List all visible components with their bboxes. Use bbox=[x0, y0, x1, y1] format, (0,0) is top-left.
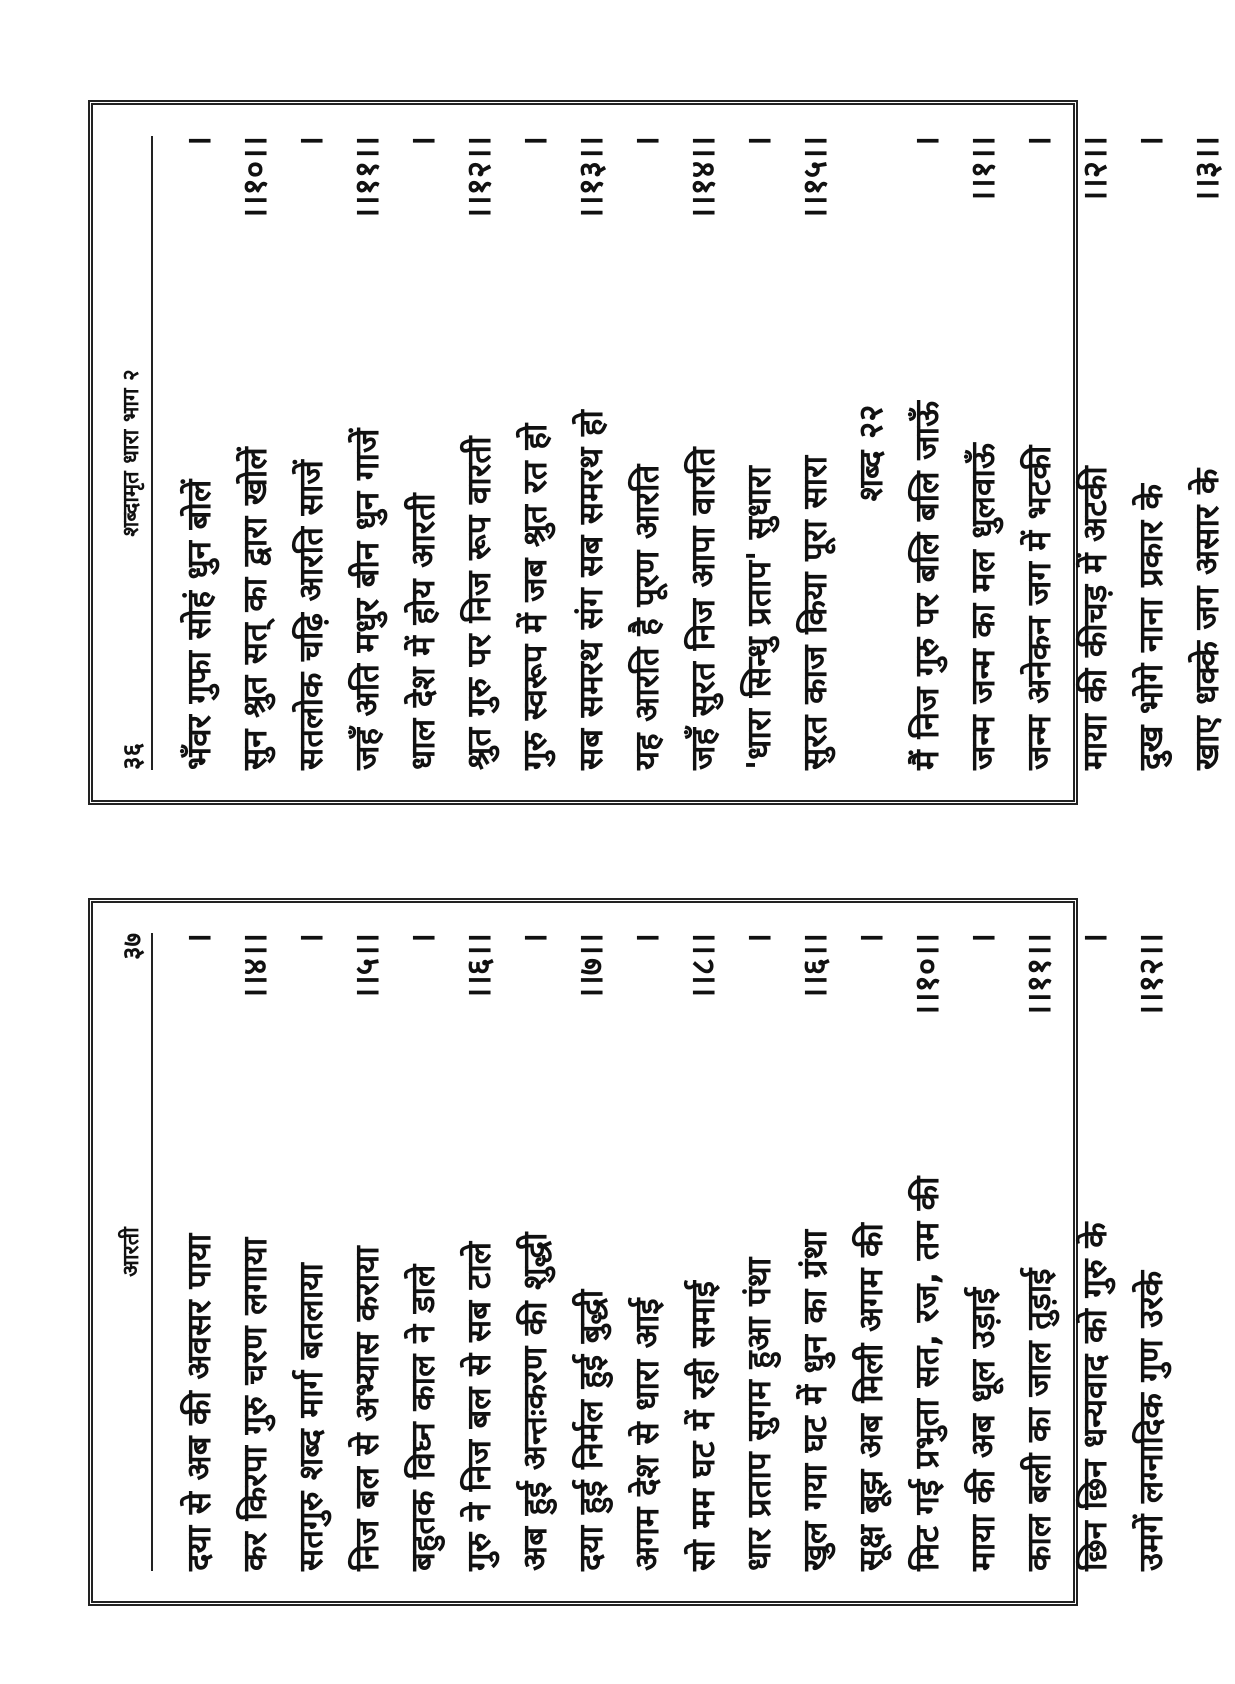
verse-end: ।।६।। bbox=[459, 933, 498, 1001]
top-page bbox=[88, 100, 1226, 805]
verse-end: ।।१।। bbox=[963, 135, 1002, 203]
verse-line bbox=[563, 933, 619, 1571]
verse-line bbox=[339, 136, 395, 770]
verse-end: । bbox=[1019, 135, 1058, 149]
verse-end: । bbox=[739, 933, 778, 946]
verse-line bbox=[899, 933, 955, 1571]
verse-text: जन्म जन्म का मल धुलवाऊँ bbox=[963, 442, 1002, 770]
verse-end: ।।१५।। bbox=[795, 135, 834, 220]
verse-end: ।।११।। bbox=[347, 135, 386, 220]
verse-line bbox=[171, 136, 227, 770]
verse-end: । bbox=[515, 933, 554, 946]
verse-text: सतलोक चढ़ि आरति साजें bbox=[291, 459, 330, 770]
verse-line bbox=[675, 933, 731, 1571]
verse-text: श्रुत गुरु पर निज रूप वारती bbox=[459, 435, 498, 770]
verse-line bbox=[619, 136, 675, 770]
verse-text: खाए धक्के जग असार के bbox=[1187, 468, 1226, 770]
verse-end: ।।१२।। bbox=[459, 135, 498, 220]
verse-text: माया की कीचड़ में अटकी bbox=[1075, 465, 1114, 770]
verse-line bbox=[1067, 933, 1123, 1571]
verse-line bbox=[787, 136, 843, 770]
verse-end: । bbox=[627, 135, 666, 149]
verse-line bbox=[1179, 136, 1235, 770]
verse-line bbox=[955, 136, 1011, 770]
verse-end: ।।११।। bbox=[1019, 933, 1058, 1018]
verse-line bbox=[283, 136, 339, 770]
bottom-page-sheet bbox=[95, 905, 1170, 1599]
top-page-title: शब्दामृत धारा भाग २ bbox=[119, 368, 144, 537]
verse-end: ।।४।। bbox=[235, 933, 274, 1001]
verse-text: दया से अब की अवसर पाया bbox=[179, 1233, 218, 1571]
verse-line bbox=[507, 933, 563, 1571]
top-page-number: ३६ bbox=[118, 742, 148, 770]
top-page-header bbox=[105, 136, 153, 770]
verse-text: धाल देश में होय आरती bbox=[403, 492, 442, 770]
verse-line bbox=[507, 136, 563, 770]
verse-line bbox=[1011, 933, 1067, 1571]
verse-text: 'धारा सिन्धु प्रताप' सुधारा bbox=[739, 465, 778, 770]
section-heading-text: शब्द २२ bbox=[851, 404, 890, 501]
verse-line bbox=[787, 933, 843, 1571]
verse-text: जहँ अति मधुर बीन धुन गाजें bbox=[347, 428, 386, 770]
verse-end: ।।६।। bbox=[795, 933, 834, 1001]
verse-end: । bbox=[515, 135, 554, 149]
verse-end: । bbox=[179, 933, 218, 946]
verse-line bbox=[899, 136, 955, 770]
verse-end: ।।७।। bbox=[571, 933, 610, 1001]
top-page-verses bbox=[171, 136, 1235, 770]
verse-text: धार प्रताप सुगम हुआ पंथा bbox=[739, 1257, 778, 1571]
verse-end: । bbox=[291, 933, 330, 946]
verse-text: अगम देश से धारा आई bbox=[627, 1298, 666, 1571]
verse-line bbox=[283, 933, 339, 1571]
verse-end: । bbox=[739, 135, 778, 149]
verse-line bbox=[731, 136, 787, 770]
verse-text: खुल गया घट में धुन का ग्रंथा bbox=[795, 1229, 834, 1571]
verse-line bbox=[1123, 136, 1179, 770]
verse-line bbox=[395, 933, 451, 1571]
verse-line bbox=[395, 136, 451, 770]
verse-text: अब हुई अन्तःकरण की शुद्धी bbox=[515, 1232, 554, 1571]
verse-text: मैं निज गुरु पर बलि बलि जाऊँ bbox=[907, 400, 946, 770]
verse-end: ।।२।। bbox=[1075, 135, 1114, 203]
bottom-page-number: ३७ bbox=[118, 933, 148, 961]
verse-end: ।।१०।। bbox=[235, 135, 274, 220]
verse-line bbox=[1011, 136, 1067, 770]
verse-text: उमगें लग्नादिक गुण उरके bbox=[1131, 1270, 1170, 1571]
verse-line bbox=[563, 136, 619, 770]
verse-line bbox=[955, 933, 1011, 1571]
verse-end: । bbox=[403, 933, 442, 946]
verse-text: जन्म अनेकन जग में भटकी bbox=[1019, 445, 1058, 770]
verse-text: काल बली का जाल तुड़ाई bbox=[1019, 1268, 1058, 1571]
verse-text: भँवर गुफा सोहं धुन बोलें bbox=[179, 479, 218, 770]
verse-end: । bbox=[1075, 933, 1114, 946]
verse-line bbox=[451, 933, 507, 1571]
verse-text: गुरु स्वरूप में जब श्रुत रत हो bbox=[515, 423, 554, 770]
verse-text: सुन श्रुत सत् का द्वारा खोलें bbox=[235, 446, 274, 770]
verse-text: निज बल से अभ्यास कराया bbox=[347, 1246, 386, 1571]
verse-text: जहँ सुरत निज आपा वारति bbox=[683, 446, 722, 770]
verse-text: बहुतक विघ्न काल ने डाले bbox=[403, 1264, 442, 1571]
verse-line bbox=[1123, 933, 1179, 1571]
verse-end: । bbox=[627, 933, 666, 946]
verse-text: दया हुई निर्मल हुई बुद्धी bbox=[571, 1289, 610, 1571]
verse-text: गुरु ने निज बल से सब टाले bbox=[459, 1241, 498, 1571]
verse-text: छिन छिन धन्यवाद को गुरु के bbox=[1075, 1222, 1114, 1571]
verse-end: ।।१३।। bbox=[571, 135, 610, 220]
verse-end: । bbox=[963, 933, 1002, 946]
bottom-page-title: आरती bbox=[119, 1227, 144, 1277]
verse-text: कर किरपा गुरु चरण लगाया bbox=[235, 1237, 274, 1571]
verse-text: मिट गई प्रभुता सत, रज, तम की bbox=[907, 1176, 946, 1571]
verse-line bbox=[1067, 136, 1123, 770]
verse-line bbox=[227, 136, 283, 770]
verse-end: ।।८।। bbox=[683, 933, 722, 1001]
verse-end: ।।१४।। bbox=[683, 135, 722, 220]
verse-text: सब समरथ संग सब समरथ हो bbox=[571, 409, 610, 770]
section-heading bbox=[843, 136, 899, 770]
verse-line bbox=[619, 933, 675, 1571]
bottom-page-verses bbox=[171, 933, 1179, 1571]
verse-line bbox=[171, 933, 227, 1571]
verse-line bbox=[227, 933, 283, 1571]
verse-text: सुरत काज किया पूरा सारा bbox=[795, 455, 834, 770]
verse-end: । bbox=[1131, 135, 1170, 149]
verse-end: ।।३।। bbox=[1187, 135, 1226, 203]
verse-end: ।।१०।। bbox=[907, 933, 946, 1018]
verse-text: दुख भोगे नाना प्रकार के bbox=[1131, 483, 1170, 770]
bottom-page-header bbox=[105, 933, 153, 1571]
verse-line bbox=[843, 933, 899, 1571]
verse-text: यह आरति है पूरण आरति bbox=[627, 464, 666, 770]
verse-end: ।।५।। bbox=[347, 933, 386, 1001]
verse-end: । bbox=[403, 135, 442, 149]
verse-line bbox=[731, 933, 787, 1571]
verse-line bbox=[451, 136, 507, 770]
verse-end: । bbox=[291, 135, 330, 149]
verse-line bbox=[675, 136, 731, 770]
verse-end: । bbox=[907, 135, 946, 149]
verse-text: सूक्ष बूझ अब मिली अगम की bbox=[851, 1223, 890, 1571]
verse-end: ।।१२।। bbox=[1131, 933, 1170, 1018]
verse-text: सो मम घट में रही समाई bbox=[683, 1281, 722, 1571]
verse-line bbox=[339, 933, 395, 1571]
verse-text: माया की अब धूल उड़ाई bbox=[963, 1287, 1002, 1571]
verse-end: । bbox=[851, 933, 890, 946]
bottom-page bbox=[88, 898, 1170, 1606]
verse-text: सतगुरु शब्द मार्ग बतलाया bbox=[291, 1263, 330, 1571]
top-page-sheet bbox=[95, 108, 1226, 798]
verse-end: । bbox=[179, 135, 218, 149]
